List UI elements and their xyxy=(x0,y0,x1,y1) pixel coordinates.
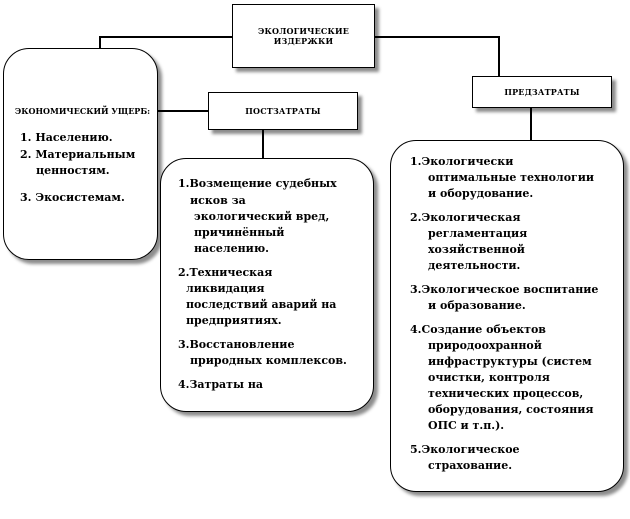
pre-costs-line: 4.Создание объектов xyxy=(410,323,546,336)
pre-costs-line: оборудования, состояния xyxy=(428,403,594,416)
pre-costs-line: природоохранной xyxy=(428,339,542,352)
post-costs-line: природных комплексов. xyxy=(190,354,347,367)
pre-costs-line: инфраструктуры (систем xyxy=(428,355,592,368)
pre-costs-line: ОПС и т.п.). xyxy=(428,419,505,432)
pre-costs-line: 5.Экологическое xyxy=(410,443,520,456)
root-box xyxy=(232,4,375,68)
post-costs-line: экологический вред, xyxy=(194,210,330,223)
post-costs-line: 1.Возмещение судебных xyxy=(178,177,337,190)
pre-costs-line: регламентация xyxy=(428,227,528,240)
economic-damage-item: 2. Материальным xyxy=(20,148,136,161)
pre-costs-line: и оборудование. xyxy=(428,187,534,200)
post-costs-title: ПОСТЗАТРАТЫ xyxy=(245,106,321,116)
post-costs-header xyxy=(208,92,358,130)
post-costs-line: последствий аварий на xyxy=(186,298,337,311)
pre-costs-line: оптимальные технологии xyxy=(428,171,595,184)
connector-middle-horizontal xyxy=(155,110,210,112)
economic-damage-item: ценностям. xyxy=(36,164,110,177)
pre-costs-line: 2.Экологическая xyxy=(410,211,521,224)
economic-damage-title: ЭКОНОМИЧЕСКИЙ УЩЕРБ: xyxy=(14,106,151,116)
post-costs-line: предприятиях. xyxy=(186,314,282,327)
post-costs-line: 3.Восстановление xyxy=(178,338,295,351)
post-costs-line: населению. xyxy=(194,242,269,255)
pre-costs-line: технических процессов, xyxy=(428,387,584,400)
post-costs-line: причинённый xyxy=(194,226,285,239)
pre-costs-title: ПРЕДЗАТРАТЫ xyxy=(504,87,580,97)
pre-costs-line: очистки, контроля xyxy=(428,371,550,384)
post-costs-line: исков за xyxy=(190,194,246,207)
economic-damage-item: 3. Экосистемам. xyxy=(20,191,125,204)
pre-costs-line: 1.Экологически xyxy=(410,155,514,168)
connector-middle-to-box xyxy=(262,130,264,158)
post-costs-line: 2.Техническая xyxy=(178,266,273,279)
connector-left-drop xyxy=(99,36,101,48)
pre-costs-line: страхование. xyxy=(428,459,513,472)
post-costs-line: ликвидация xyxy=(186,282,265,295)
pre-costs-line: 3.Экологическое воспитание xyxy=(410,283,599,296)
connector-right-to-box xyxy=(530,108,532,140)
pre-costs-line: хозяйственной xyxy=(428,243,525,256)
pre-costs-line: и образование. xyxy=(428,299,526,312)
economic-damage-item: 1. Населению. xyxy=(20,131,113,144)
root-title: ЭКОЛОГИЧЕСКИЕ ИЗДЕРЖКИ xyxy=(257,26,350,46)
pre-costs-header xyxy=(472,76,612,108)
connector-right-drop xyxy=(498,36,500,78)
post-costs-line: 4.Затраты на xyxy=(178,378,264,391)
pre-costs-line: деятельности. xyxy=(428,259,521,272)
